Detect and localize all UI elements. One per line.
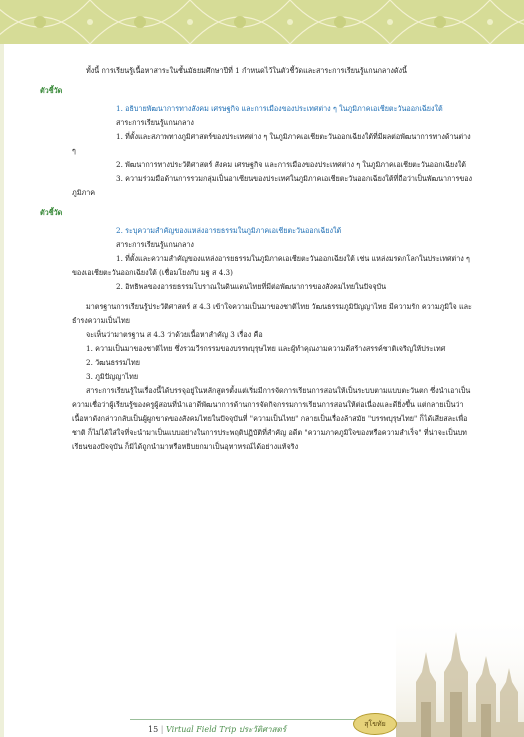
page-number: 15: [148, 725, 159, 734]
standard-list-item-3: 3. ภูมิปัญญาไทย: [86, 372, 139, 381]
header-pattern: [0, 0, 524, 44]
intro-paragraph: ทั้งนี้ การเรียนรู้เนื้อหาสาระในชั้นมัธยมศึกษาปีที่ 1 กำหนดไว้ในตัวชี้วัดและสาระการเรียนรู้แกนกลางดังนี้: [86, 66, 407, 75]
standard-paragraph-2: จะเห็นว่ามาตรฐาน ส 4.3 ว่าด้วยเนื้อหาสำคัญ 3 เรื่อง คือ: [86, 330, 263, 339]
section1-item-3: 3. ความร่วมมือด้านการรวมกลุ่มเป็นอาเซียนของประเทศในภูมิภาคเอเชียตะวันออกเฉียงใต้ที่ถือว่าเป็นพัฒนาการของภูมิภาค: [72, 174, 473, 197]
standard-list-item-2: 2. วัฒนธรรมไทย: [86, 358, 140, 367]
page-margin-strip: [0, 0, 4, 737]
section2-indicator: 2. ระบุความสำคัญของแหล่งอารยธรรมในภูมิภาคเอเชียตะวันออกเฉียงใต้: [116, 226, 342, 235]
document-body: [40, 64, 474, 454]
section2-heading: ตัวชี้วัด: [40, 208, 63, 217]
footer-badge: สุโขทัย: [353, 713, 397, 735]
standard-list-item-1: 1. ความเป็นมาของชาติไทย ซึ่งรวมวีรกรรมของบรรพบุรุษไทย และผู้ทำคุณงามความดีสร้างสรรค์ชาติเจริญให้ประเทศ: [86, 344, 446, 353]
section2-item-1: 1. ที่ตั้งและความสำคัญของแหล่งอารยธรรมในภูมิภาคเอเชียตะวันออกเฉียงใต้ เช่น แหล่งมรดกโลกในประเทศต่าง ๆ ของเอเชียตะวันออกเฉียงใต้ (เชื่อมโยงกับ มฐ ส 4.3): [72, 254, 470, 277]
section1-item-1: 1. ที่ตั้งและสภาพทางภูมิศาสตร์ของประเทศต่าง ๆ ในภูมิภาคเอเชียตะวันออกเฉียงใต้ที่มีผลต่อพัฒนาการทางด้านต่าง ๆ: [72, 132, 471, 155]
section2-item-2: 2. อิทธิพลของอารยธรรมโบราณในดินแดนไทยที่มีต่อพัฒนาการของสังคมไทยในปัจจุบัน: [116, 282, 387, 291]
footer: 15 | Virtual Field Trip ประวัติศาสตร์: [148, 725, 286, 734]
decorative-header: [0, 0, 524, 44]
temple-ruins-image: [396, 612, 524, 737]
section1-item-2: 2. พัฒนาการทางประวัติศาสตร์ สังคม เศรษฐกิจ และการเมืองของประเทศต่าง ๆ ในภูมิภาคเอเชียตะวันออกเฉียงใต้: [116, 160, 466, 169]
footer-rule: [130, 719, 360, 720]
section1-core-title: สาระการเรียนรู้แกนกลาง: [116, 118, 194, 127]
standard-paragraph-1: มาตรฐานการเรียนรู้ประวัติศาสตร์ ส 4.3 เข้าใจความเป็นมาของชาติไทย วัฒนธรรมภูมิปัญญาไทย มีความรัก ความภูมิใจ และธำรงความเป็นไทย: [72, 302, 472, 325]
section2-core-title: สาระการเรียนรู้แกนกลาง: [116, 240, 194, 249]
footer-title: Virtual Field Trip ประวัติศาสตร์: [165, 725, 286, 734]
section1-heading: ตัวชี้วัด: [40, 86, 63, 95]
section1-indicator: 1. อธิบายพัฒนาการทางสังคม เศรษฐกิจ และการเมืองของประเทศต่าง ๆ ในภูมิภาคเอเชียตะวันออกเฉียงใต้: [116, 104, 443, 113]
standard-paragraph-3: สาระการเรียนรู้ในเรื่องนี้ได้บรรจุอยู่ในหลักสูตรตั้งแต่เริ่มมีการจัดการเรียนการสอนให้เป็นระบบตามแบบตะวันตก ซึ่งนำเอาเป็นความเชื่อว่าผู้เรียนรู้ของครูผู้สอนที่นำเอาดีพัฒนาการด้านการจัดกิจกรรมการเรียนการสอนให้ต่อเนื่องและดียิ่งขึ้น แต่กลายเป็นว่าเนื้อหาดังกล่าวกลับเป็นผู้ผูกขาดของสังคมไทยในปัจจุบันที่ "ความเป็นไทย" กลายเป็นเรื่องล้าสมัย "บรรพบุรุษไทย" ก็ได้เสียสละเพื่อชาติ ก็ไม่ได้ใส่ใจที่จะนำมาเป็นแบบอย่างในการประพฤติปฏิบัติที่สำคัญ อดีต "ความภาคภูมิใจของหรือความสำเร็จ" ที่น่าจะเป็นบทเรียนของปัจจุบัน ก็มิได้ถูกนำมาหรือหยิบยกมาเป็นอุทาหรณ์ได้อย่างแท้จริง: [72, 386, 471, 451]
